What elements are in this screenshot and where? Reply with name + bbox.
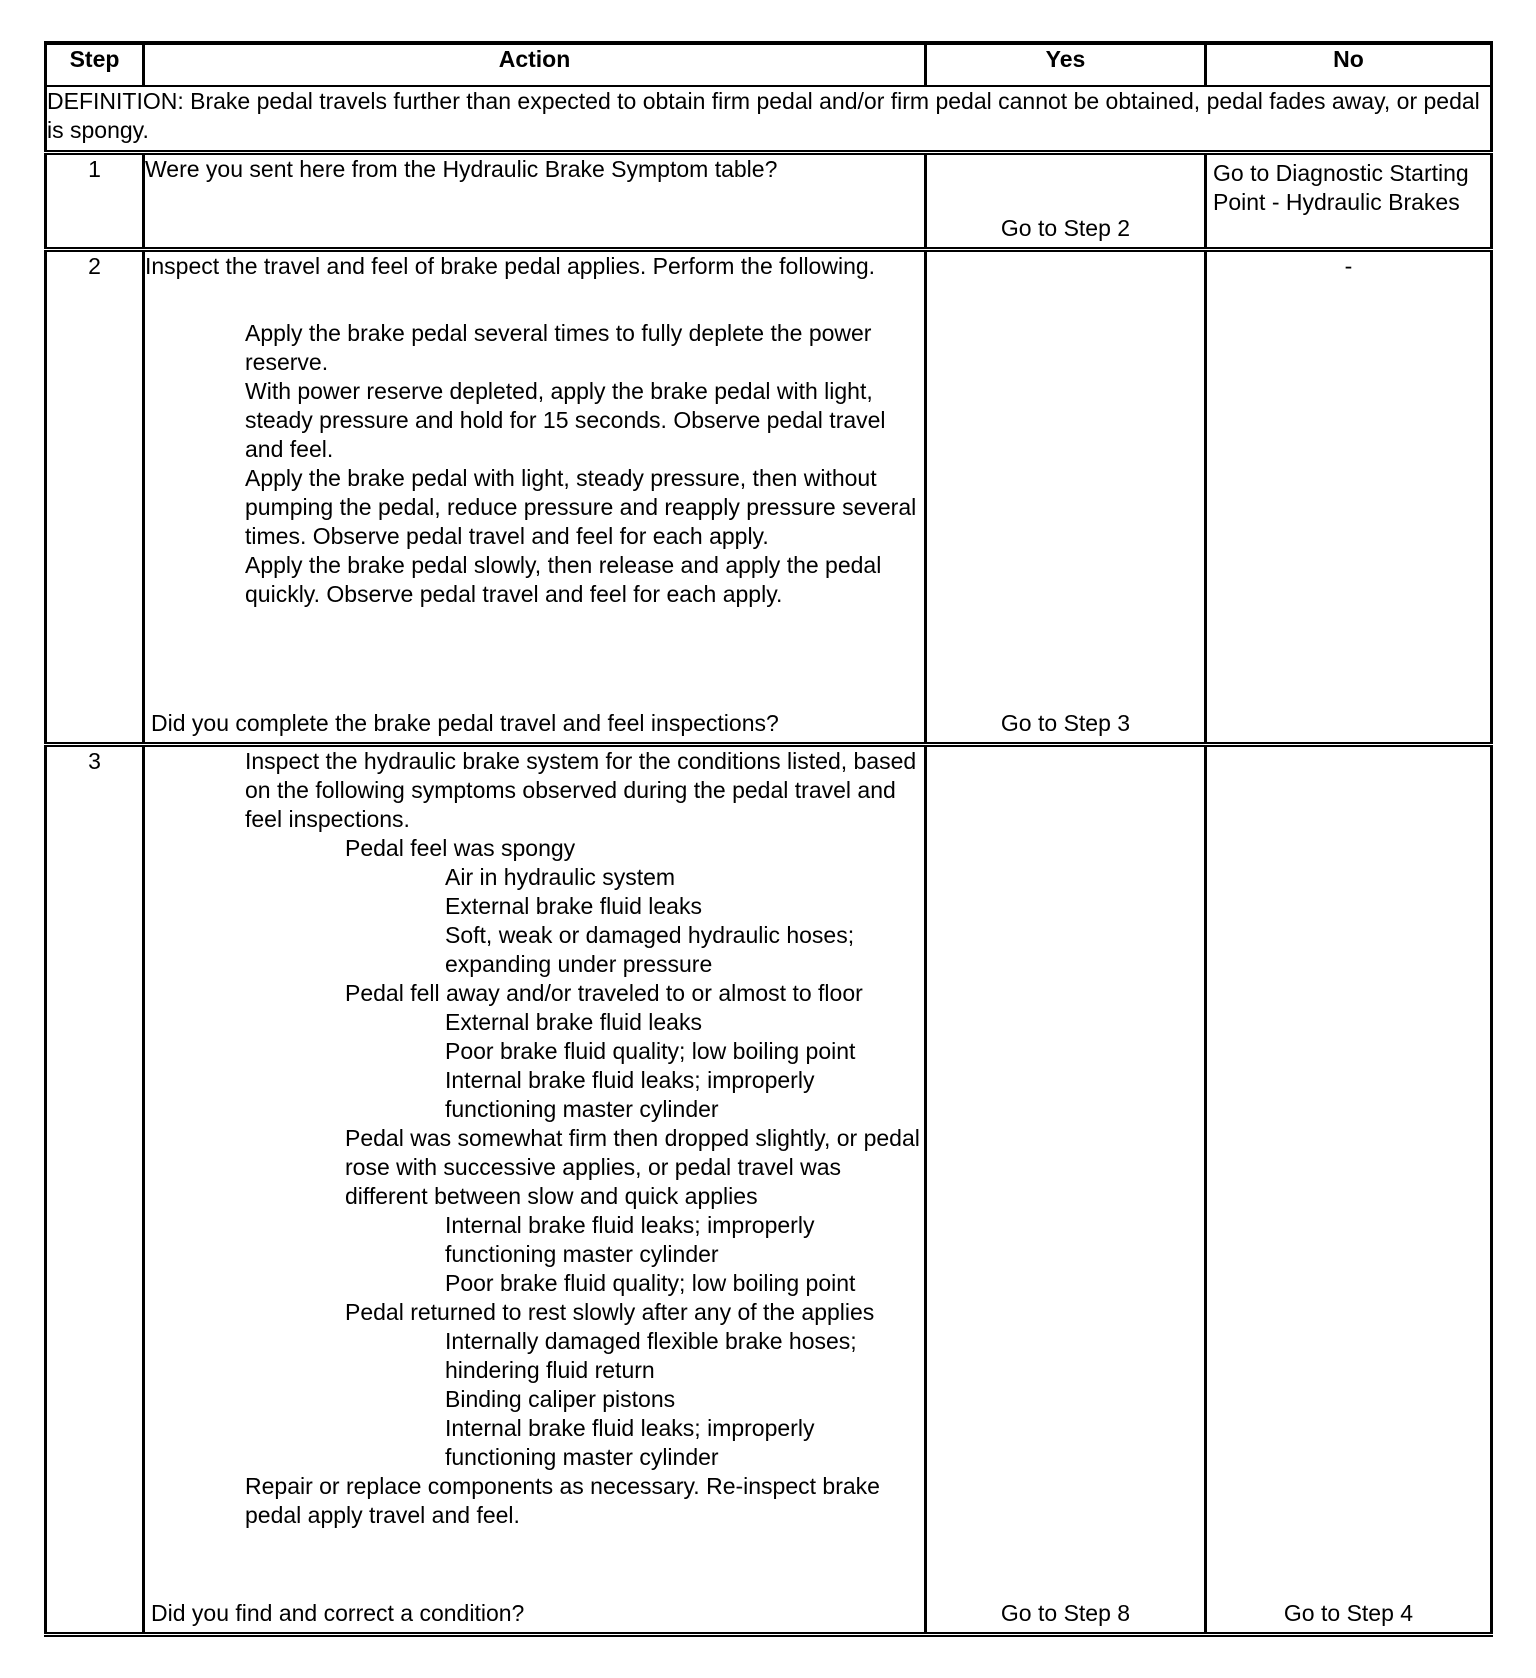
step-2-number: 2 [46,249,144,744]
step-3-intro: Inspect the hydraulic brake system for the conditions listed, based on the following symptoms observed during the pedal travel and feel inspections. [245,747,917,832]
diagnostic-table [44,41,1493,1637]
step-2-item: Apply the brake pedal with light, steady pressure, then without pumping the pedal, reduce pressure and reapply pressure several times. Observe pedal travel and feel for each apply. [245,464,917,549]
step-1-number: 1 [46,152,144,249]
symptom-label: Pedal fell away and/or traveled to or almost to floor [345,979,863,1006]
step-2-intro: Inspect the travel and feel of brake pedal applies. Perform the following. [145,252,876,279]
header-row [46,43,1492,86]
cause-item: Binding caliper pistons [445,1385,676,1412]
symptom-label: Pedal returned to rest slowly after any of the applies [345,1298,875,1325]
header-yes: Yes [926,43,1206,86]
step-1-yes: Go to Step 2 [1000,214,1131,241]
header-action: Action [144,43,926,86]
step-1-no: Go to Diagnostic Starting Point - Hydraulic Brakes [1206,152,1492,249]
cause-item: Air in hydraulic system [445,863,676,890]
cause-item: Internal brake fluid leaks; improperly functioning master cylinder [445,1414,815,1470]
step-3-no-cell [1206,744,1492,1634]
definition-text: DEFINITION: Brake pedal travels further than expected to obtain firm pedal and/or firm pedal cannot be obtained, pedal fades away, or pedal is spongy. [46,86,1492,152]
step-2-yes: Go to Step 3 [1000,709,1131,736]
step-2-no: - [1206,249,1492,744]
symptom-label: Pedal was somewhat firm then dropped slightly, or pedal rose with successive applies, or pedal travel was different between slow and quick applies [345,1124,920,1209]
step-2-item: Apply the brake pedal several times to fully deplete the power reserve. [245,319,872,375]
step-2-yes-cell [926,249,1206,744]
step-2-row [46,249,1492,744]
step-2-item: With power reserve depleted, apply the brake pedal with light, steady pressure and hold for 15 seconds. Observe pedal travel and feel. [245,377,886,462]
step-3-action [144,744,926,1634]
step-2-question: Did you complete the brake pedal travel and feel inspections? [151,709,779,736]
cause-item: Poor brake fluid quality; low boiling point [445,1037,856,1064]
cause-item: Internal brake fluid leaks; improperly functioning master cylinder [445,1211,815,1267]
symptom-label: Pedal feel was spongy [345,834,576,861]
cause-item: External brake fluid leaks [445,892,702,919]
cause-item: Internally damaged flexible brake hoses; hindering fluid return [445,1327,857,1383]
cause-item: Soft, weak or damaged hydraulic hoses; expanding under pressure [445,921,855,977]
header-step: Step [46,43,144,86]
step-3-number: 3 [46,744,144,1634]
step-3-row [46,744,1492,1634]
step-1-yes-cell [926,152,1206,249]
step-3-question: Did you find and correct a condition? [151,1599,525,1626]
cause-item: Internal brake fluid leaks; improperly functioning master cylinder [445,1066,815,1122]
step-2-item: Apply the brake pedal slowly, then release and apply the pedal quickly. Observe pedal travel and feel for each apply. [245,551,882,607]
header-no: No [1206,43,1492,86]
cause-item: External brake fluid leaks [445,1008,702,1035]
step-3-repair: Repair or replace components as necessary. Re-inspect brake pedal apply travel and feel. [245,1472,880,1528]
step-1-action: Were you sent here from the Hydraulic Brake Symptom table? [144,152,926,249]
step-3-no: Go to Step 4 [1283,1599,1414,1626]
cause-item: Poor brake fluid quality; low boiling point [445,1269,856,1296]
step-2-action [144,249,926,744]
step-3-yes-cell [926,744,1206,1634]
step-3-yes: Go to Step 8 [1000,1599,1131,1626]
definition-row [46,86,1492,152]
step-1-row [46,152,1492,249]
